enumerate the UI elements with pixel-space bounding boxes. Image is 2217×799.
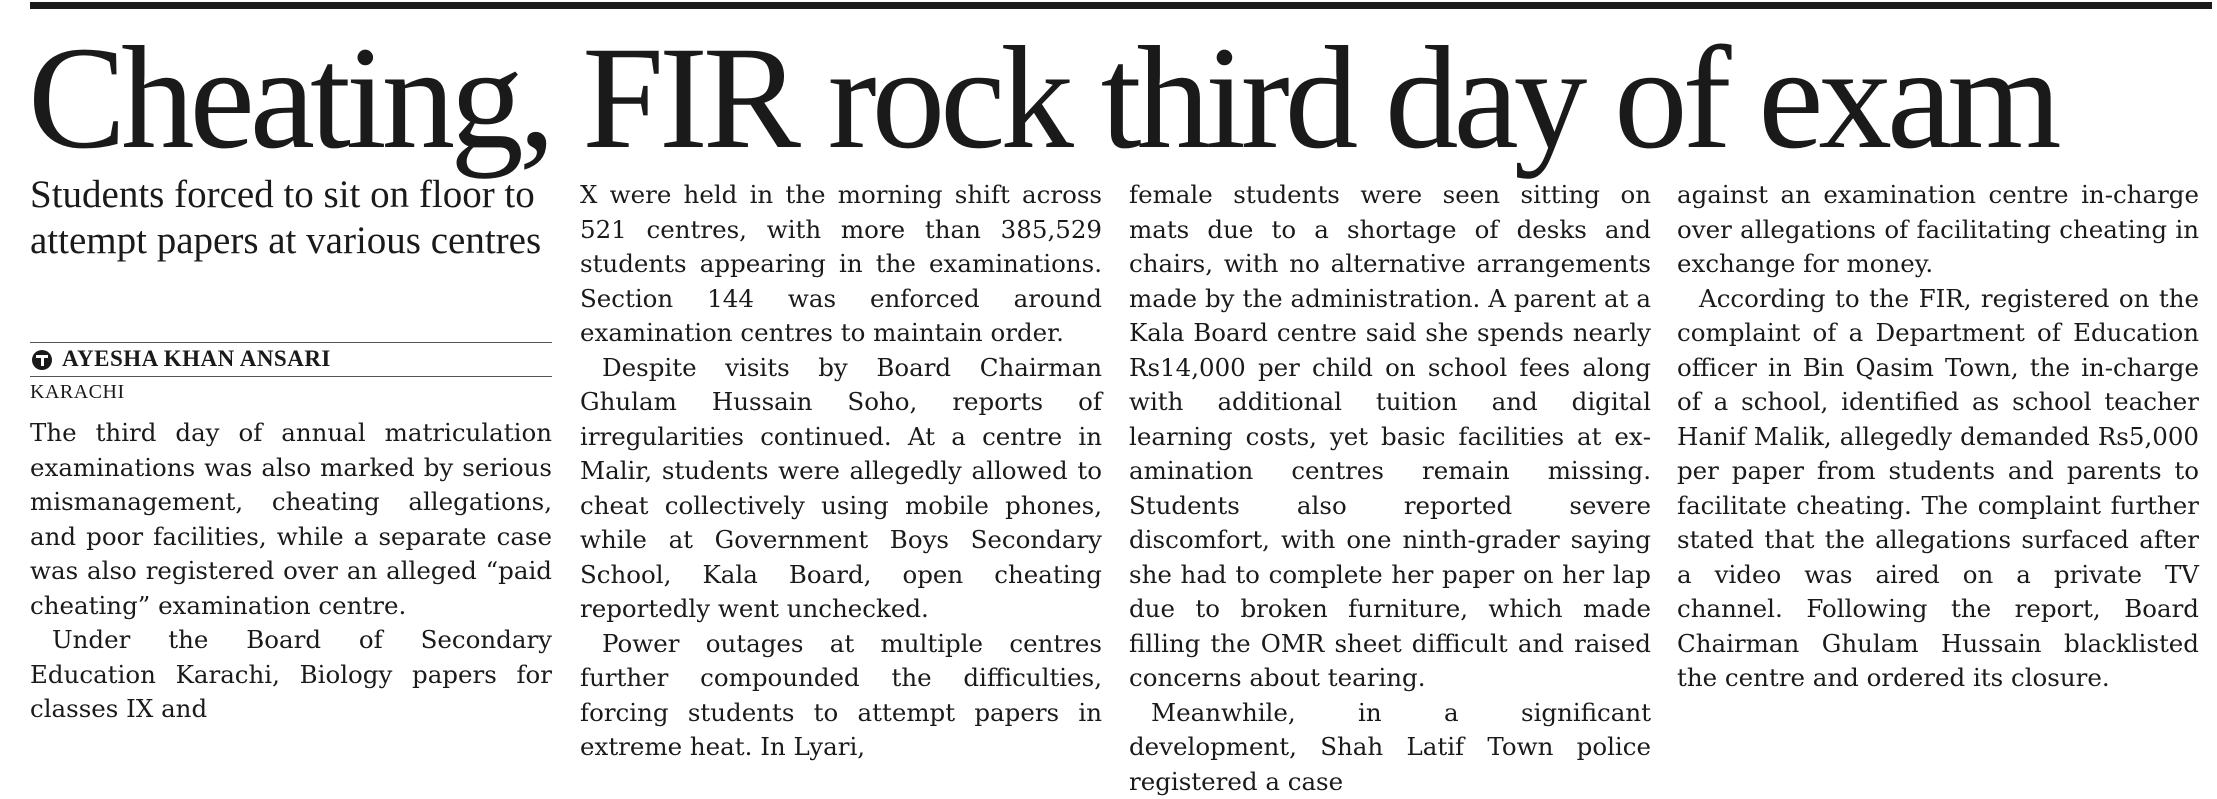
paragraph-continued: X were held in the morning shift across 521 centres, with more than 385,529 students appearing in the examinations. Section 144 was enforced around examination centres to maintain order. (580, 178, 1102, 351)
byline-author: AYESHA KHAN ANSARI (62, 342, 331, 377)
paragraph: Under the Board of Secondary Education Karachi, Biology papers for classes IX and (30, 623, 552, 727)
subheadline: Students forced to sit on floor to attempt papers at various centres (30, 172, 552, 342)
paragraph-continued: against an examination centre in-charge over allegations of facilitating cheating in exchange for money. (1677, 178, 2199, 282)
byline (30, 343, 552, 376)
dateline: KARACHI (30, 377, 552, 408)
paragraph: According to the FIR, registered on the complaint of a Department of Education officer in Bin Qasim Town, the in-charge of a school, identified as school teacher Hanif Malik, allegedly demanded Rs5,000 per paper from students and parents to facilitate cheating. The complaint further stated that the allegations surfaced after a video was aired on a private TV channel. Following the report, Board Chairman Ghulam Hussain blacklisted the centre and ordered its closure. (1677, 282, 2199, 696)
article-column-2 (580, 178, 1102, 765)
paragraph-continued: female students were seen sitting on mats due to a shortage of desks and chairs, with no alternative arrangements made by the administration. A parent at a Kala Board centre said she spends nearly Rs14,000 per child on school fees along with additional tuition and digital learning costs, yet basic facilities at examination centres remain missing. Students also reported severe discomfort, with one ninth-grader saying she had to complete her paper on her lap due to broken furniture, which made filling the OMR sheet difficult and raised concerns about tearing. (1129, 178, 1651, 696)
article-column-1 (30, 172, 552, 727)
article-column-4 (1677, 178, 2199, 696)
column-1-body (30, 416, 552, 727)
headline: Cheating, FIR rock third day of exam (28, 24, 2057, 171)
article-column-3 (1129, 178, 1651, 799)
paragraph: Power outages at multiple centres further compounded the difficulties, forcing students to attempt papers in extreme heat. In Lyari, (580, 627, 1102, 765)
publication-logo-icon (32, 350, 52, 370)
paragraph: Meanwhile, in a significant development, Shah Latif Town police registered a case (1129, 696, 1651, 799)
paragraph: Despite visits by Board Chairman Ghulam Hussain Soho, reports of irregularities continued. At a centre in Malir, students were allegedly allowed to cheat collectively using mobile phones, while at Government Boys Secondary School, Kala Board, open cheating reportedly went unchecked. (580, 351, 1102, 627)
paragraph: The third day of annual matriculation examinations was also marked by serious mismanagement, cheating allegations, and poor facilities, while a separate case was also registered over an alleged “paid cheating” examination centre. (30, 416, 552, 623)
top-rule (30, 2, 2212, 9)
